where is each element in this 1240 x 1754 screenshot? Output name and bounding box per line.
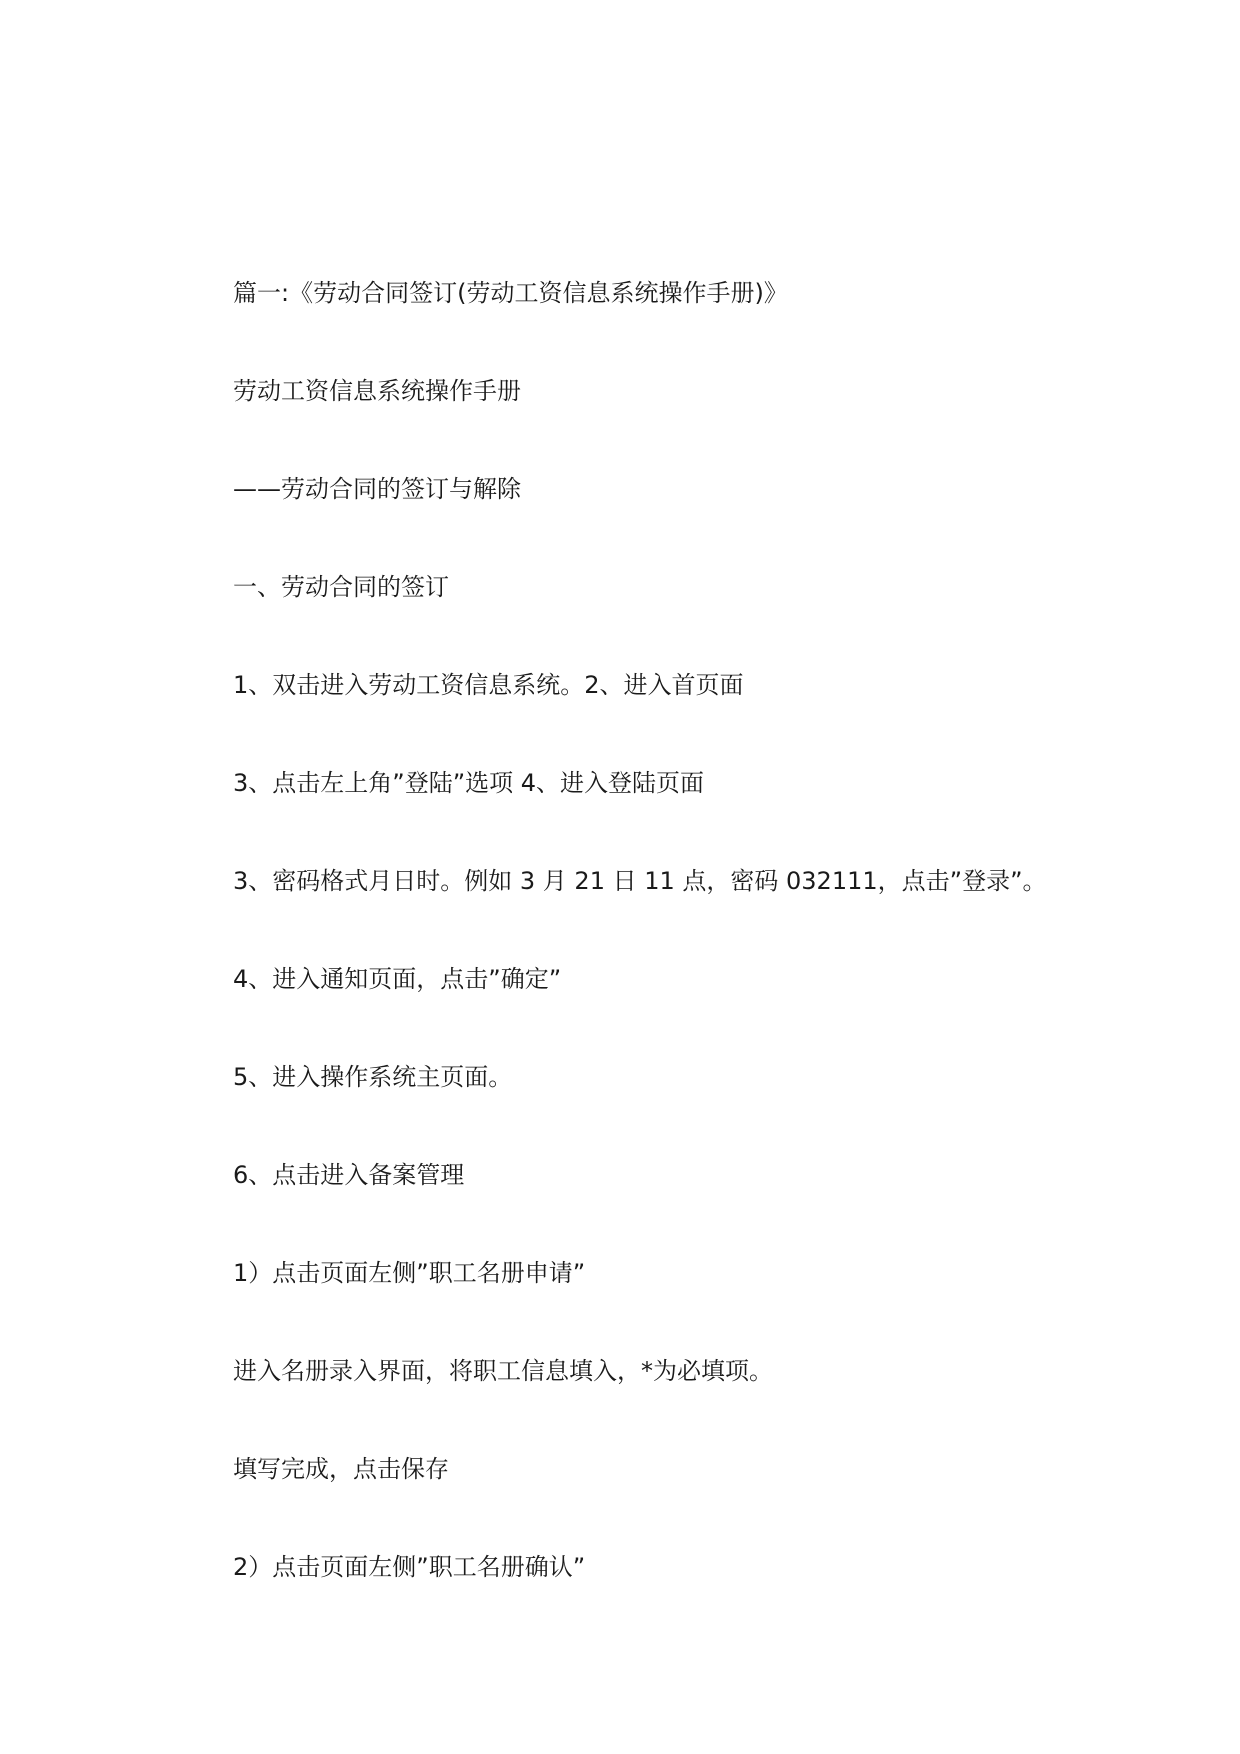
paragraph: 3、点击左上角”登陆”选项 4、进入登陆页面 xyxy=(233,769,705,797)
document-body xyxy=(233,272,1133,1644)
paragraph: 1、双击进入劳动工资信息系统。2、进入首页面 xyxy=(233,671,744,699)
paragraph: 4、进入通知页面，点击”确定” xyxy=(233,965,562,993)
document-title: 篇一:《劳动合同签订(劳动工资信息系统操作手册)》 xyxy=(233,279,788,307)
manual-title: 劳动工资信息系统操作手册 xyxy=(233,377,521,405)
paragraph: 5、进入操作系统主页面。 xyxy=(233,1063,513,1091)
paragraph: 6、点击进入备案管理 xyxy=(233,1161,465,1189)
paragraph: 2）点击页面左侧”职工名册确认” xyxy=(233,1553,586,1581)
paragraph: 填写完成，点击保存 xyxy=(233,1455,449,1483)
paragraph: 进入名册录入界面，将职工信息填入，*为必填项。 xyxy=(233,1357,773,1385)
section-heading: 一、劳动合同的签订 xyxy=(233,573,449,601)
paragraph: 1）点击页面左侧”职工名册申请” xyxy=(233,1259,586,1287)
paragraph: 3、密码格式月日时。例如 3 月 21 日 11 点，密码 032111，点击”登录”。 xyxy=(233,867,1047,895)
manual-subtitle: ——劳动合同的签订与解除 xyxy=(233,475,521,503)
